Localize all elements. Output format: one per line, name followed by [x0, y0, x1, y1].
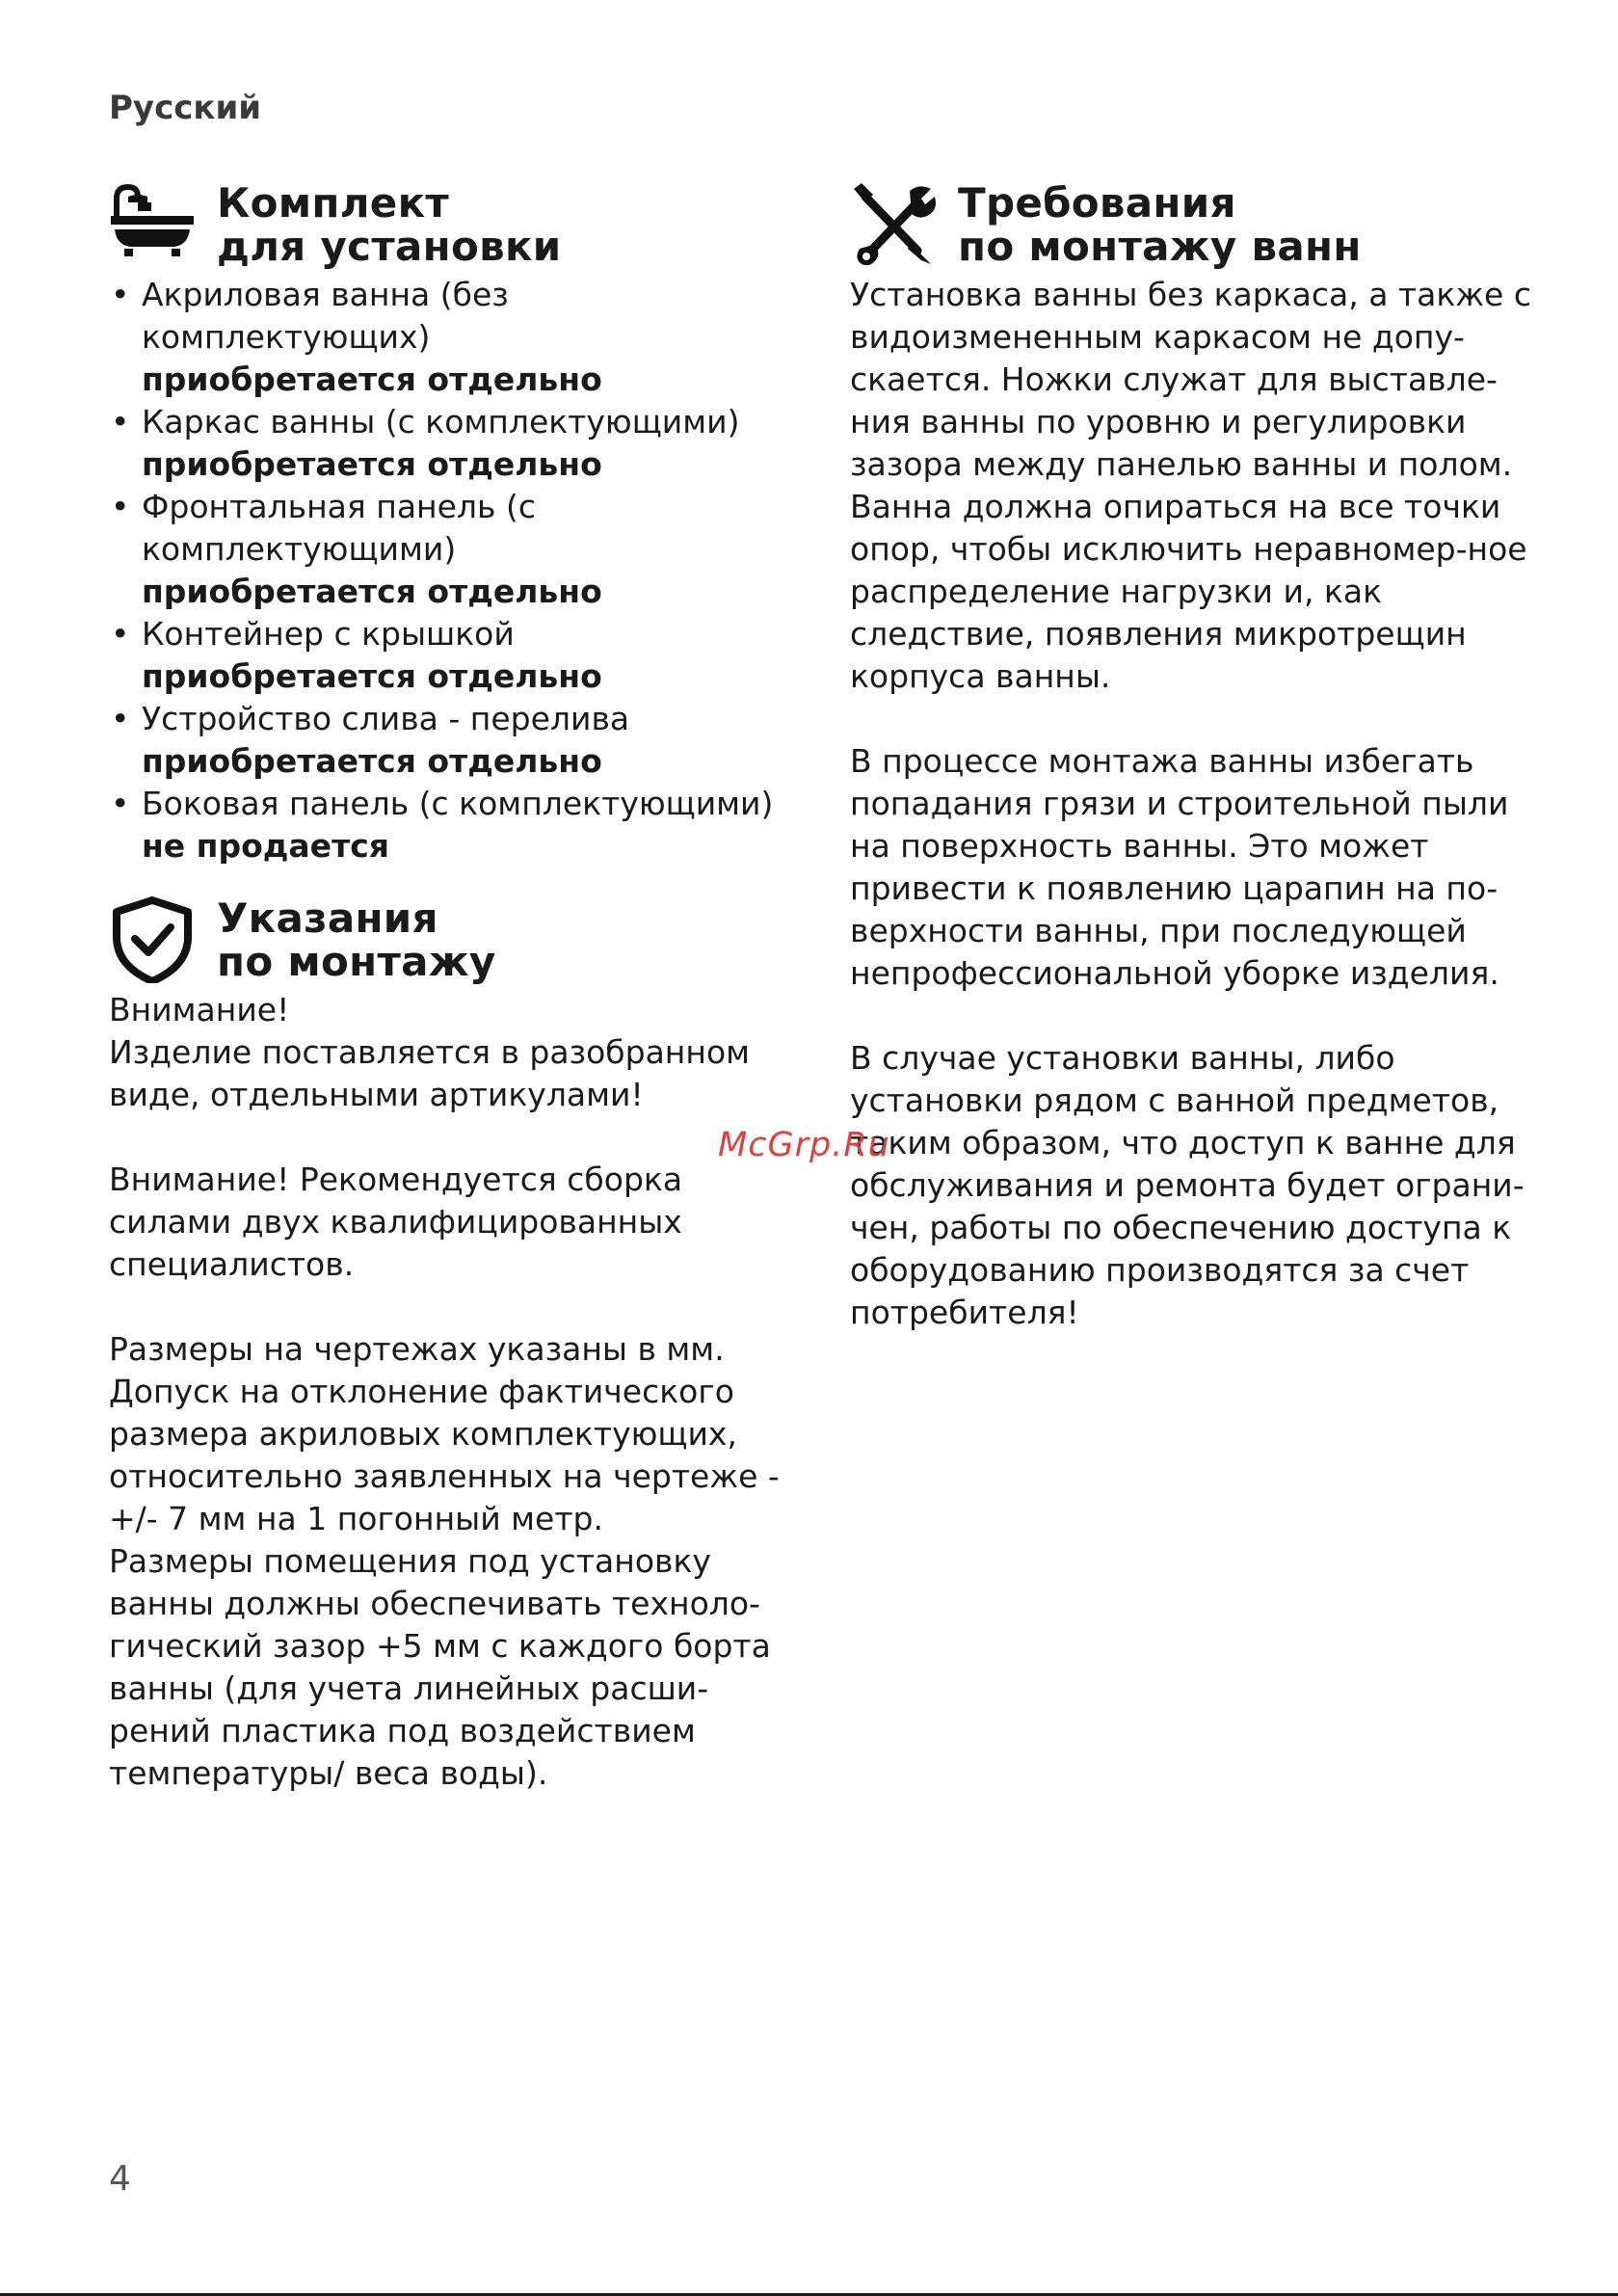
requirements-paragraph-1: Установка ванны без каркаса, а также с видоизмененным каркасом не допу-скается. Ножки служат для выставле-ния ванны по уровню и регулировки зазора между панелью ванны и полом. Ванна должна опираться на все точки опор, чтобы исключить неравномер-ное распределение нагрузки и, как следствие, появления микротрещин корпуса ванны.: [850, 276, 1531, 695]
kit-title-line2: для установки: [217, 223, 562, 270]
list-item: [109, 783, 783, 868]
list-item: [109, 613, 783, 698]
kit-title-line1: Комплект: [217, 179, 450, 227]
instructions-paragraph-1: [109, 989, 783, 1116]
kit-item-label: Боковая панель (с комплектующими): [142, 785, 774, 822]
instructions-paragraph-4: Размеры помещения под установку ванны должны обеспечивать техноло-гический зазор +5 мм с каждого борта ванны (для учета линейных расши-рений пластика под воздействием температуры/ веса воды).: [109, 1542, 771, 1792]
attention-label: Внимание!: [109, 991, 290, 1028]
language-label: Русский: [109, 89, 262, 127]
bathtub-shower-icon: [109, 181, 196, 274]
delivery-note: Изделие поставляется в разобранном виде, отдельными артикулами!: [109, 1033, 751, 1113]
kit-section-header: [109, 181, 783, 274]
requirements-title-line2: по монтажу ванн: [958, 223, 1362, 270]
left-column: [109, 181, 783, 1795]
list-item: [109, 274, 783, 401]
kit-item-note: приобретается отдельно: [142, 657, 602, 695]
requirements-title: [958, 181, 1362, 268]
shield-check-icon: [109, 896, 196, 989]
instructions-title: [217, 896, 496, 983]
instructions-section-header: [109, 896, 783, 989]
instructions-title-line2: по монтажу: [217, 938, 496, 985]
kit-item-note: приобретается отдельно: [142, 360, 602, 398]
kit-item-label: Каркас ванны (с комплектующими): [142, 403, 740, 441]
list-item: [109, 486, 783, 613]
instructions-paragraph-3: Размеры на чертежах указаны в мм. Допуск на отклонение фактического размера акриловых комплектующих, относительно заявленных на чертеже - +/- 7 мм на 1 погонный метр.: [109, 1330, 780, 1537]
list-item: [109, 698, 783, 783]
tools-wrench-screwdriver-icon: [850, 181, 937, 274]
kit-item-note: приобретается отдельно: [142, 742, 602, 780]
kit-list: [109, 274, 783, 868]
kit-title: [217, 181, 562, 268]
watermark-text: McGrp.Ru: [718, 1126, 890, 1164]
right-column: [850, 181, 1544, 1334]
kit-item-label: Контейнер с крышкой: [142, 615, 515, 653]
kit-item-note: приобретается отдельно: [142, 573, 602, 610]
instructions-title-line1: Указания: [217, 894, 438, 942]
kit-item-label: Фронтальная панель (с комплектующими): [142, 488, 536, 568]
kit-item-label: Акриловая ванна (без комплектующих): [142, 276, 509, 356]
kit-item-note: не продается: [142, 827, 389, 865]
instructions-paragraph-2: Внимание! Рекомендуется сборка силами двух квалифицированных специалистов.: [109, 1161, 683, 1283]
page-number: 4: [109, 2159, 131, 2199]
requirements-title-line1: Требования: [958, 179, 1236, 227]
requirements-section-header: [850, 181, 1544, 274]
kit-item-note: приобретается отдельно: [142, 445, 602, 483]
requirements-paragraph-2: В процессе монтажа ванны избегать попадания грязи и строительной пыли на поверхность ванны. Это может привести к появлению царапин на по-верхности ванны, при последующей непрофессиональной уборке изделия.: [850, 742, 1509, 992]
list-item: [109, 401, 783, 486]
kit-item-label: Устройство слива - перелива: [142, 700, 630, 737]
requirements-paragraph-3: В случае установки ванны, либо установки рядом с ванной предметов, таким образом, что доступ к ванне для обслуживания и ремонта будет ограни-чен, работы по обеспечению доступа к оборудованию производятся за счет потребителя!: [850, 1039, 1525, 1331]
